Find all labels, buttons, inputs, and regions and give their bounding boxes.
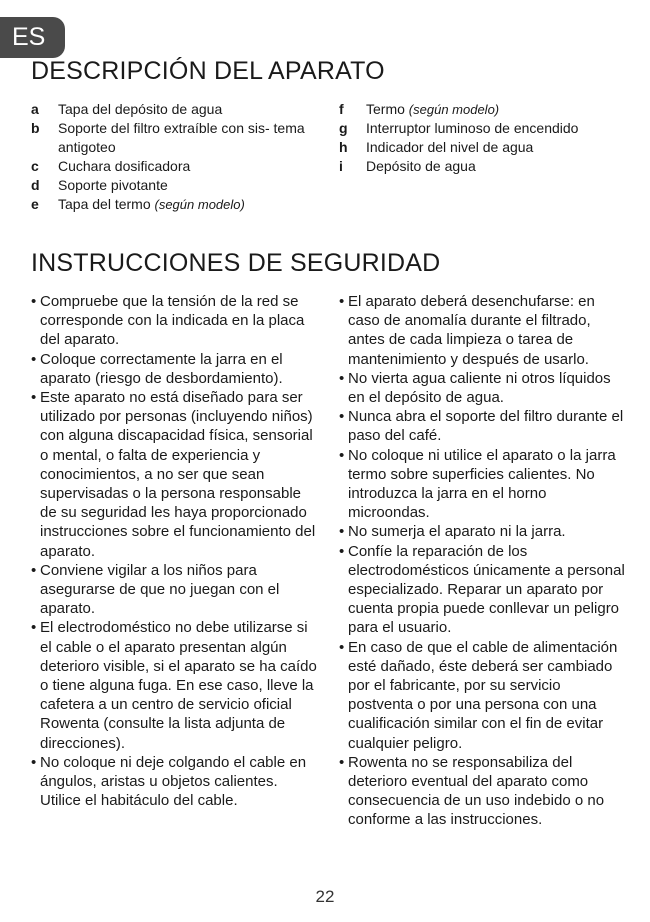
safety-item: • No sumerja el aparato ni la jarra. bbox=[339, 522, 629, 541]
part-text bbox=[366, 100, 629, 119]
part-key: i bbox=[339, 158, 343, 174]
safety-column-right bbox=[339, 292, 629, 830]
part-key: h bbox=[339, 139, 348, 155]
part-text: Cuchara dosificadora bbox=[58, 158, 191, 174]
language-tab: ES bbox=[0, 17, 65, 58]
part-item bbox=[339, 138, 629, 157]
part-item bbox=[339, 157, 629, 176]
safety-item: • El electrodoméstico no debe utilizarse si el cable o el aparato presentan algún deterioro visible, si el aparato se ha caído o tiene alguna fuga. En ese caso, lleve la cafetera a un centro de servicio oficial Rowenta (consulte la lista adjunta de direcciones). bbox=[31, 618, 321, 752]
part-text: Interruptor luminoso de encendido bbox=[366, 120, 579, 136]
safety-title: INSTRUCCIONES DE SEGURIDAD bbox=[31, 249, 441, 277]
part-item bbox=[339, 100, 629, 119]
parts-list-left bbox=[31, 100, 321, 214]
part-label: Termo bbox=[366, 101, 405, 117]
part-item bbox=[31, 157, 321, 176]
safety-item: • Rowenta no se responsabiliza del deterioro eventual del aparato como consecuencia de un uso indebido o no conforme a las instrucciones. bbox=[339, 753, 629, 830]
page-number: 22 bbox=[315, 887, 335, 906]
part-text: Soporte del filtro extraíble con sis- tema antigoteo bbox=[58, 120, 305, 155]
part-key: d bbox=[31, 177, 40, 193]
safety-column-left bbox=[31, 292, 321, 810]
part-text bbox=[58, 195, 321, 214]
part-item bbox=[31, 195, 321, 214]
safety-item: • Nunca abra el soporte del filtro durante el paso del café. bbox=[339, 407, 629, 445]
part-label: Tapa del termo bbox=[58, 196, 151, 212]
part-note: (según modelo) bbox=[408, 102, 500, 117]
part-item bbox=[31, 100, 321, 119]
part-key: a bbox=[31, 101, 39, 117]
safety-item: • Este aparato no está diseñado para ser utilizado por personas (incluyendo niños) con alguna discapacidad física, sensorial o mental, o falta de experiencia y conocimientos, a no ser que sean supervisadas o la persona responsable de su seguridad les haya proporcionado instrucciones sobre el funcionamiento del aparato. bbox=[31, 388, 321, 561]
part-note: (según modelo) bbox=[154, 197, 245, 212]
safety-item: • En caso de que el cable de alimentación esté dañado, éste deberá ser cambiado por el fabricante, por su servicio postventa o por una persona con una cualificación similar con el fin de evitar cualquier peligro. bbox=[339, 638, 629, 753]
part-item bbox=[31, 176, 321, 195]
safety-item: • Confíe la reparación de los electrodomésticos únicamente a personal especializado. Reparar un aparato por cuenta propia puede conllevar un peligro para el usuario. bbox=[339, 542, 629, 638]
safety-item: • No vierta agua caliente ni otros líquidos en el depósito de agua. bbox=[339, 369, 629, 407]
safety-item: • Coloque correctamente la jarra en el aparato (riesgo de desbordamiento). bbox=[31, 350, 321, 388]
part-key: g bbox=[339, 120, 348, 136]
safety-item: • Compruebe que la tensión de la red se corresponde con la indicada en la placa del aparato. bbox=[31, 292, 321, 350]
part-key: f bbox=[339, 101, 344, 117]
safety-item: • El aparato deberá desenchufarse: en caso de anomalía durante el filtrado, antes de cada limpieza o tarea de mantenimiento y después de usarlo. bbox=[339, 292, 629, 369]
part-item bbox=[339, 119, 629, 138]
part-item bbox=[31, 119, 321, 157]
safety-item: • No coloque ni utilice el aparato o la jarra termo sobre superficies calientes. No introduzca la jarra en el horno microondas. bbox=[339, 446, 629, 523]
safety-item: • Conviene vigilar a los niños para asegurarse de que no juegan con el aparato. bbox=[31, 561, 321, 619]
part-key: e bbox=[31, 196, 39, 212]
parts-list-right bbox=[339, 100, 629, 176]
part-text: Soporte pivotante bbox=[58, 177, 168, 193]
safety-item: • No coloque ni deje colgando el cable en ángulos, aristas u objetos calientes. Utilice el habitáculo del cable. bbox=[31, 753, 321, 811]
part-key: b bbox=[31, 120, 40, 136]
part-key: c bbox=[31, 158, 39, 174]
part-text: Tapa del depósito de agua bbox=[58, 101, 223, 117]
part-text: Indicador del nivel de agua bbox=[366, 139, 534, 155]
part-text: Depósito de agua bbox=[366, 158, 476, 174]
description-title: DESCRIPCIÓN DEL APARATO bbox=[31, 57, 385, 85]
